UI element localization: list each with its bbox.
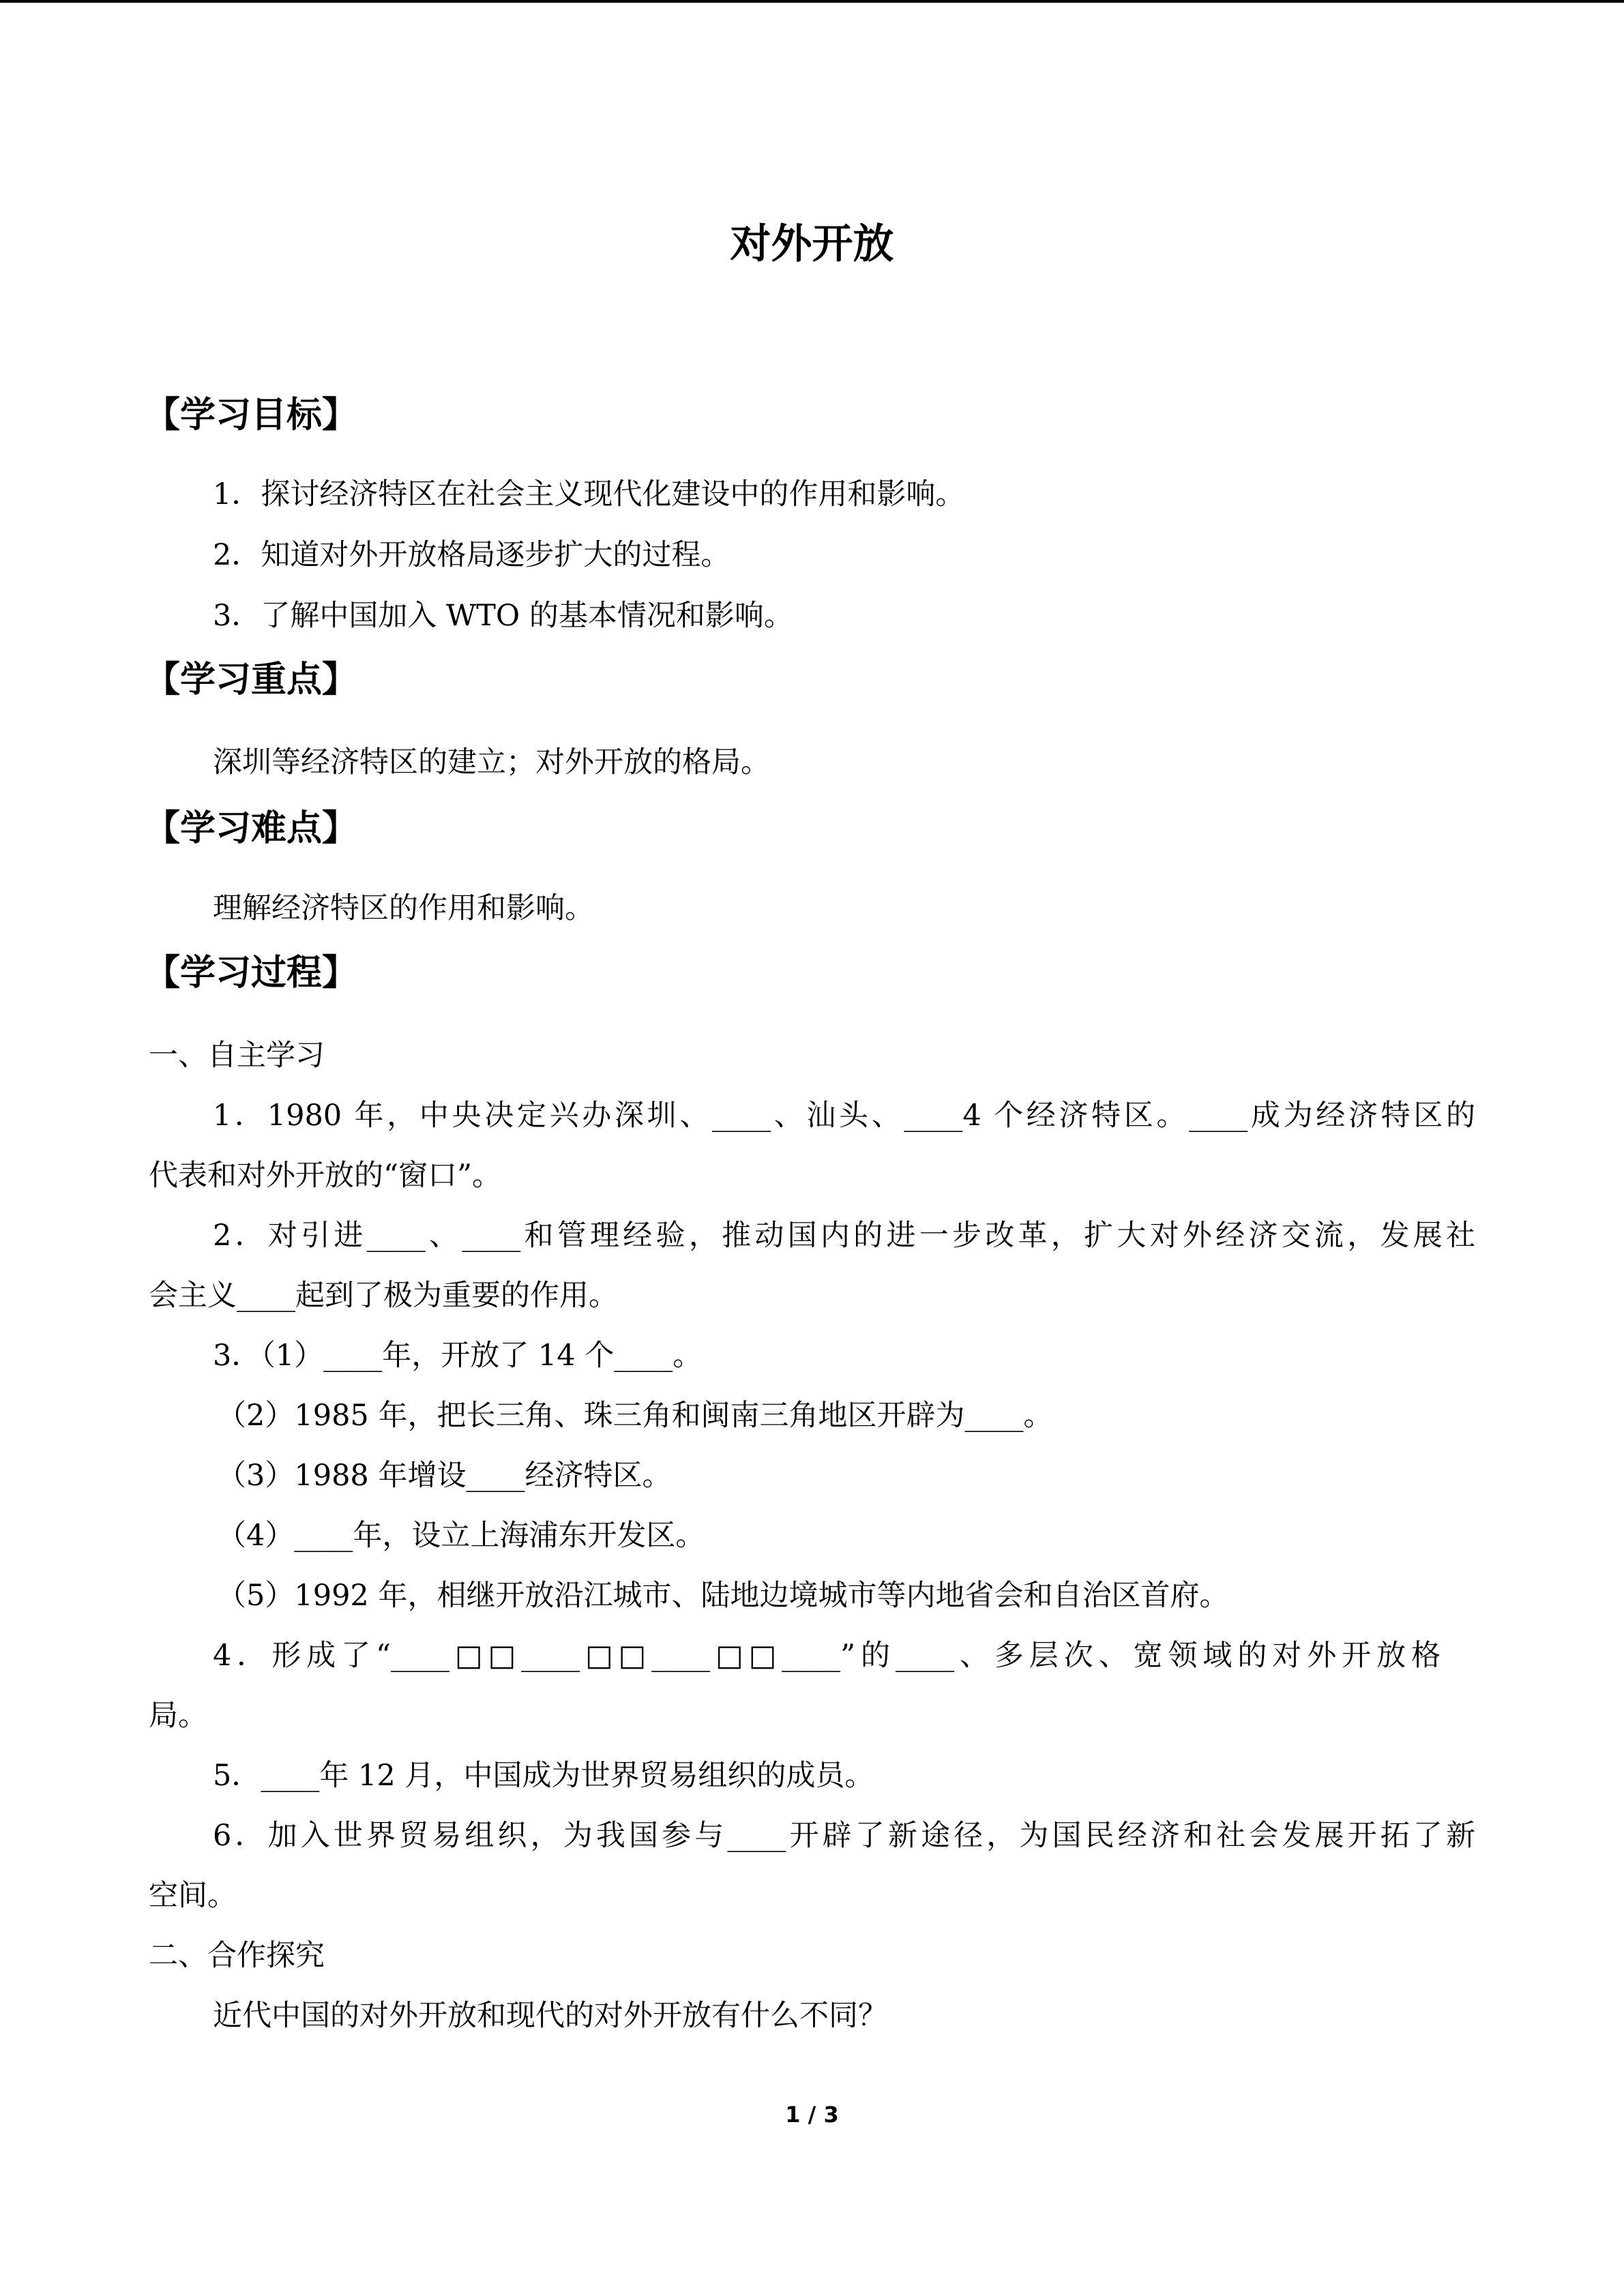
question-5: 5．____年 12 月，中国成为世界贸易组织的成员。 [213, 1759, 874, 1793]
question-3-item-4: （4）____年，设立上海浦东开发区。 [217, 1519, 705, 1553]
goal-item-1: 1．探讨经济特区在社会主义现代化建设中的作用和影响。 [213, 477, 965, 511]
difficulty-text: 理解经济特区的作用和影响。 [213, 891, 594, 925]
question-2-line-2: 会主义____起到了极为重要的作用。 [149, 1279, 618, 1313]
section-heading-goals: 【学习目标】 [145, 395, 358, 436]
part2-question: 近代中国的对外开放和现代的对外开放有什么不同？ [213, 1999, 887, 2033]
goal-item-3: 3．了解中国加入 WTO 的基本情况和影响。 [213, 599, 793, 633]
question-3-item-3: （3）1988 年增设____经济特区。 [217, 1459, 672, 1493]
section-heading-process: 【学习过程】 [145, 953, 358, 994]
goal-item-2: 2．知道对外开放格局逐步扩大的过程。 [213, 538, 730, 572]
question-4-line-2: 局。 [149, 1699, 207, 1733]
page-title: 对外开放 [730, 220, 894, 268]
section-heading-difficulty: 【学习难点】 [145, 808, 358, 849]
top-border-line [0, 0, 1624, 3]
page-number: 1 / 3 [785, 2102, 839, 2128]
question-6-line-1: 6．加入世界贸易组织，为我国参与____开辟了新途径，为国民经济和社会发展开拓了新 [213, 1819, 1475, 1853]
part1-heading: 一、自主学习 [149, 1039, 325, 1073]
part2-heading: 二、合作探究 [149, 1939, 325, 1973]
question-3-item-1: 3．（1）____年，开放了 14 个____。 [213, 1339, 703, 1373]
question-6-line-2: 空间。 [149, 1879, 237, 1913]
section-heading-focus: 【学习重点】 [145, 659, 358, 700]
question-4-line-1: 4．形成了“____□□____□□____□□____”的____、多层次、宽领域的对外开放格 [213, 1639, 1441, 1673]
focus-text: 深圳等经济特区的建立；对外开放的格局。 [213, 745, 770, 779]
question-3-item-5: （5）1992 年，相继开放沿江城市、陆地边境城市等内地省会和自治区首府。 [217, 1579, 1229, 1613]
question-1-line-2: 代表和对外开放的“窗口”。 [149, 1159, 501, 1193]
question-1-line-1: 1．1980 年，中央决定兴办深圳、____、汕头、____4 个经济特区。____成为经济特区的 [213, 1099, 1475, 1133]
question-3-item-2: （2）1985 年，把长三角、珠三角和闽南三角地区开辟为____。 [217, 1399, 1053, 1433]
question-2-line-1: 2．对引进____、____和管理经验，推动国内的进一步改革，扩大对外经济交流，发展社 [213, 1219, 1475, 1253]
